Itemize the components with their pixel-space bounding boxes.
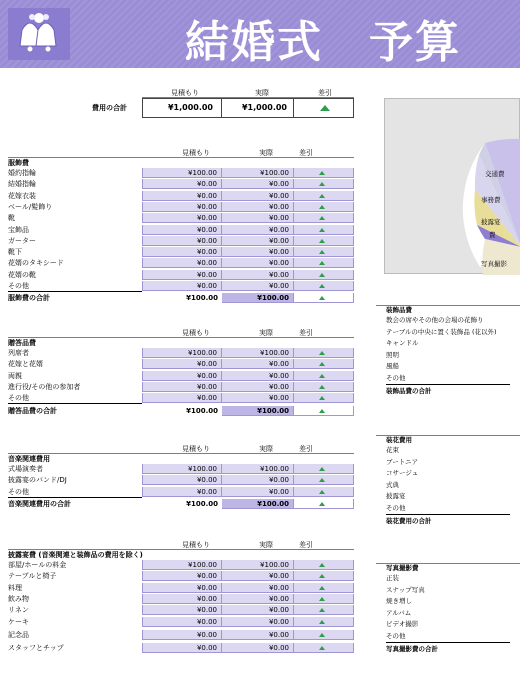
table-row (0, 475, 360, 485)
row-label: ガーター (8, 236, 36, 245)
side-item: アルバム (386, 608, 412, 617)
table-row (0, 382, 360, 392)
up-arrow-icon (319, 273, 325, 277)
table-row (0, 213, 360, 223)
divider (8, 403, 142, 404)
total-estimate-cell: ¥100.00 (142, 499, 222, 509)
up-arrow-icon (319, 182, 325, 186)
side-item: コサージュ (386, 469, 419, 477)
side-total-label: 装花費用の合計 (386, 517, 432, 525)
side-section-title: 写真撮影費 (386, 564, 419, 572)
actual-cell[interactable]: ¥0.00 (222, 617, 294, 627)
up-arrow-icon (320, 105, 330, 111)
column-header-actual: 実際 (259, 445, 273, 453)
actual-cell[interactable]: ¥0.00 (222, 630, 294, 640)
up-arrow-icon (319, 409, 325, 413)
total-diff (294, 98, 354, 118)
total-label: 音楽関連費用の合計 (8, 499, 71, 508)
up-arrow-icon (319, 608, 325, 612)
divider (8, 337, 354, 338)
estimate-cell[interactable]: ¥0.00 (142, 225, 222, 235)
table-row (0, 225, 360, 235)
up-arrow-icon (319, 374, 325, 378)
table-row (0, 464, 360, 474)
actual-cell[interactable]: ¥100.00 (222, 348, 294, 358)
row-label: 披露宴のバンド/DJ (8, 476, 67, 485)
divider (8, 157, 354, 158)
up-arrow-icon (319, 194, 325, 198)
up-arrow-icon (319, 478, 325, 482)
section-title: 服飾費 (8, 159, 29, 167)
actual-cell[interactable]: ¥0.00 (222, 359, 294, 369)
actual-cell[interactable]: ¥0.00 (222, 605, 294, 615)
actual-cell[interactable]: ¥0.00 (222, 487, 294, 497)
actual-cell[interactable]: ¥0.00 (222, 270, 294, 280)
total-actual-cell: ¥100.00 (222, 406, 294, 416)
actual-cell[interactable]: ¥0.00 (222, 475, 294, 485)
row-label: 花婿のタキシード (8, 259, 64, 268)
row-label: ベール/髪飾り (8, 202, 53, 211)
row-label: 飲み物 (8, 594, 29, 603)
estimate-cell[interactable]: ¥0.00 (142, 191, 222, 201)
side-item: 披露宴 (386, 492, 406, 500)
table-row (0, 281, 360, 291)
estimate-cell[interactable]: ¥0.00 (142, 487, 222, 497)
column-header-diff: 差引 (299, 149, 313, 157)
up-arrow-icon (319, 586, 325, 590)
side-item: 花束 (386, 446, 399, 454)
column-header-estimate: 見積もり (182, 149, 210, 157)
actual-cell[interactable]: ¥0.00 (222, 191, 294, 201)
table-row (0, 348, 360, 358)
column-header-diff: 差引 (299, 541, 313, 549)
row-label: 花嫁と花婿 (8, 360, 43, 369)
side-item: 照明 (386, 350, 399, 359)
column-header-estimate: 見積もり (182, 445, 210, 453)
side-section-title: 装花費用 (386, 436, 412, 444)
row-label: 列席者 (8, 349, 29, 357)
total-cost-label: 費用の合計 (92, 104, 127, 112)
total-row (0, 406, 360, 416)
estimate-cell[interactable]: ¥0.00 (142, 643, 222, 653)
estimate-cell[interactable]: ¥100.00 (142, 560, 222, 570)
total-estimate[interactable]: ¥1,000.00 (142, 98, 222, 118)
row-label: 部屋/ホールの料金 (8, 561, 67, 569)
up-arrow-icon (319, 502, 325, 506)
section-title: 贈答品費 (8, 339, 36, 347)
up-arrow-icon (319, 296, 325, 300)
summary-header-actual: 実際 (255, 89, 269, 97)
table-row (0, 270, 360, 280)
row-label: 記念品 (8, 630, 29, 639)
row-label: スタッフとチップ (8, 643, 64, 652)
actual-cell[interactable]: ¥0.00 (222, 258, 294, 268)
estimate-cell[interactable]: ¥0.00 (142, 371, 222, 381)
side-item: 正装 (386, 574, 399, 582)
row-label: 靴下 (8, 248, 22, 257)
row-label: ケーキ (8, 617, 29, 626)
up-arrow-icon (319, 620, 325, 624)
up-arrow-icon (319, 284, 325, 288)
table-row (0, 583, 360, 593)
up-arrow-icon (319, 171, 325, 175)
row-label: リネン (8, 606, 29, 615)
table-row (0, 202, 360, 212)
table-row (0, 605, 360, 615)
row-label: 式場演奏者 (8, 465, 43, 473)
side-section-title: 装飾品費 (386, 306, 412, 314)
estimate-cell[interactable]: ¥0.00 (142, 247, 222, 257)
actual-cell[interactable]: ¥0.00 (222, 571, 294, 581)
actual-cell[interactable]: ¥0.00 (222, 179, 294, 189)
up-arrow-icon (319, 351, 325, 355)
row-label: 結婚指輪 (8, 180, 36, 189)
up-arrow-icon (319, 228, 325, 232)
table-row (0, 560, 360, 570)
table-row (0, 393, 360, 403)
up-arrow-icon (319, 239, 325, 243)
up-arrow-icon (319, 490, 325, 494)
total-estimate-cell: ¥100.00 (142, 293, 222, 303)
row-label: 両親 (8, 371, 22, 380)
table-row (0, 236, 360, 246)
side-item: スナップ写真 (386, 585, 425, 594)
row-label: 料理 (8, 583, 22, 592)
table-row (0, 258, 360, 268)
estimate-cell[interactable]: ¥100.00 (142, 168, 222, 178)
chart-label: 写真撮影 (481, 260, 507, 268)
side-item: その他 (386, 631, 406, 640)
up-arrow-icon (319, 574, 325, 578)
side-item: 焼き増し (386, 597, 412, 605)
actual-cell[interactable]: ¥0.00 (222, 371, 294, 381)
estimate-cell[interactable]: ¥0.00 (142, 213, 222, 223)
total-row (0, 499, 360, 509)
side-item: 風船 (386, 362, 399, 370)
column-header-diff: 差引 (299, 329, 313, 337)
side-total-label: 装飾品費の合計 (386, 387, 432, 395)
table-row (0, 371, 360, 381)
divider (386, 384, 510, 385)
estimate-cell[interactable]: ¥0.00 (142, 202, 222, 212)
estimate-cell[interactable]: ¥0.00 (142, 281, 222, 291)
column-header-actual: 実際 (259, 329, 273, 337)
side-total-label: 写真撮影費の合計 (386, 645, 438, 653)
actual-cell[interactable]: ¥0.00 (222, 583, 294, 593)
side-item: 教会の席やその他の会場の花飾り (386, 316, 484, 324)
estimate-cell[interactable]: ¥100.00 (142, 348, 222, 358)
side-item: ビデオ撮影 (386, 620, 419, 628)
estimate-cell[interactable]: ¥0.00 (142, 393, 222, 403)
table-row (0, 571, 360, 581)
row-label: 靴 (8, 214, 15, 223)
estimate-cell[interactable]: ¥0.00 (142, 571, 222, 581)
row-label: その他 (8, 282, 29, 290)
chart-label: 交通費 (485, 170, 505, 178)
estimate-cell[interactable]: ¥0.00 (142, 475, 222, 485)
total-estimate-cell: ¥100.00 (142, 406, 222, 416)
row-label: 婚約指輪 (8, 169, 36, 177)
row-label: 花嫁衣装 (8, 191, 36, 200)
estimate-cell[interactable]: ¥100.00 (142, 464, 222, 474)
actual-cell[interactable]: ¥0.00 (222, 202, 294, 212)
chart-label: 披露宴 (481, 218, 501, 226)
table-row (0, 168, 360, 178)
estimate-cell[interactable]: ¥0.00 (142, 236, 222, 246)
estimate-cell[interactable]: ¥0.00 (142, 605, 222, 615)
table-row (0, 179, 360, 189)
table-row (0, 487, 360, 497)
column-header-estimate: 見積もり (182, 541, 210, 549)
up-arrow-icon (319, 633, 325, 637)
actual-cell[interactable]: ¥0.00 (222, 594, 294, 604)
side-item: テーブルの中央に置く装飾品 (花以外) (386, 327, 497, 336)
total-actual-cell: ¥100.00 (222, 499, 294, 509)
actual-cell[interactable]: ¥0.00 (222, 225, 294, 235)
actual-cell[interactable]: ¥0.00 (222, 643, 294, 653)
side-item: 式典 (386, 480, 399, 489)
row-label: 花婿の靴 (8, 270, 36, 279)
summary-header-estimate: 見積もり (171, 89, 199, 97)
up-arrow-icon (319, 205, 325, 209)
table-row (0, 643, 360, 653)
actual-cell[interactable]: ¥0.00 (222, 281, 294, 291)
column-header-actual: 実際 (259, 149, 273, 157)
up-arrow-icon (319, 362, 325, 366)
chart-label: 事務費 (481, 196, 501, 204)
table-row (0, 191, 360, 201)
estimate-cell[interactable]: ¥0.00 (142, 382, 222, 392)
wedding-bells-icon (8, 8, 70, 60)
actual-cell[interactable]: ¥0.00 (222, 247, 294, 257)
up-arrow-icon (319, 467, 325, 471)
actual-cell[interactable]: ¥0.00 (222, 236, 294, 246)
actual-cell[interactable]: ¥0.00 (222, 213, 294, 223)
side-item: ブートニア (386, 457, 419, 466)
table-row (0, 630, 360, 640)
row-label: その他 (8, 487, 29, 496)
total-row (0, 293, 360, 303)
estimate-cell[interactable]: ¥0.00 (142, 179, 222, 189)
actual-cell[interactable]: ¥100.00 (222, 168, 294, 178)
estimate-cell[interactable]: ¥0.00 (142, 594, 222, 604)
side-item: キャンドル (386, 339, 419, 347)
actual-cell[interactable]: ¥100.00 (222, 560, 294, 570)
section-title: 音楽関連費用 (8, 455, 50, 463)
table-row (0, 617, 360, 627)
actual-cell[interactable]: ¥0.00 (222, 393, 294, 403)
table-row (0, 247, 360, 257)
actual-cell[interactable]: ¥100.00 (222, 464, 294, 474)
actual-cell[interactable]: ¥0.00 (222, 382, 294, 392)
column-header-estimate: 見積もり (182, 329, 210, 337)
summary-header-diff: 差引 (318, 89, 332, 97)
estimate-cell[interactable]: ¥0.00 (142, 617, 222, 627)
estimate-cell[interactable]: ¥0.00 (142, 583, 222, 593)
total-actual-cell: ¥100.00 (222, 293, 294, 303)
section-title: 披露宴費 (音楽関連と装飾品の費用を除く) (8, 551, 143, 559)
estimate-cell[interactable]: ¥0.00 (142, 270, 222, 280)
divider (386, 514, 510, 515)
row-label: 宝飾品 (8, 225, 29, 234)
up-arrow-icon (319, 385, 325, 389)
column-header-diff: 差引 (299, 445, 313, 453)
side-item: その他 (386, 503, 406, 512)
total-label: 贈答品費の合計 (8, 406, 57, 415)
total-label: 服飾費の合計 (8, 294, 50, 303)
up-arrow-icon (319, 216, 325, 220)
divider (8, 497, 142, 498)
row-label: 進行役/その他の参加者 (8, 382, 81, 391)
up-arrow-icon (319, 563, 325, 567)
up-arrow-icon (319, 396, 325, 400)
divider (386, 642, 510, 643)
table-row (0, 594, 360, 604)
estimate-cell[interactable]: ¥0.00 (142, 359, 222, 369)
page-title: 結婚式 予算 (185, 17, 461, 68)
side-item: その他 (386, 373, 406, 382)
estimate-cell[interactable]: ¥0.00 (142, 258, 222, 268)
divider (8, 291, 142, 292)
row-label: テーブルと椅子 (8, 572, 57, 581)
estimate-cell[interactable]: ¥0.00 (142, 630, 222, 640)
pie-chart (385, 99, 520, 275)
chart-label: 費 (489, 231, 496, 239)
row-label: その他 (8, 394, 29, 403)
column-header-actual: 実際 (259, 541, 273, 549)
up-arrow-icon (319, 250, 325, 254)
chart-panel (384, 98, 520, 274)
up-arrow-icon (319, 261, 325, 265)
title-banner (0, 0, 520, 68)
table-row (0, 359, 360, 369)
up-arrow-icon (319, 646, 325, 650)
divider (8, 453, 354, 454)
total-actual[interactable]: ¥1,000.00 (222, 98, 294, 118)
up-arrow-icon (319, 597, 325, 601)
